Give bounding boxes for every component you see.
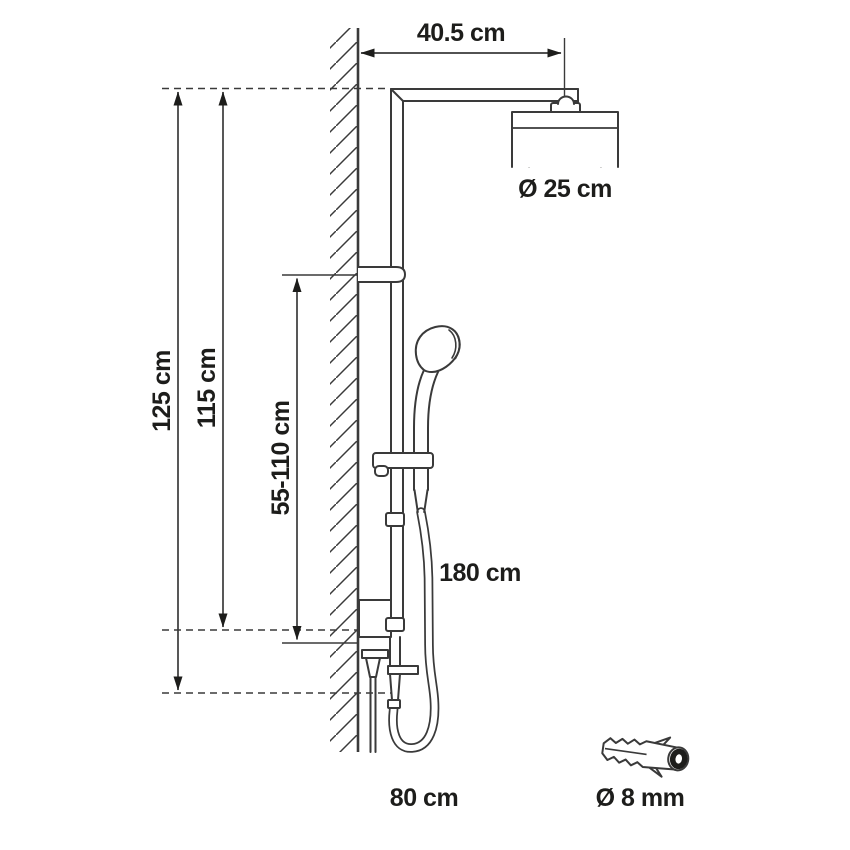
hose-nut bbox=[388, 700, 400, 708]
rail-collar bbox=[386, 513, 404, 526]
label-handshower-range: 55-110 cm bbox=[267, 400, 295, 516]
label-height-total: 125 cm bbox=[148, 350, 176, 432]
hose-cone-right bbox=[398, 674, 400, 700]
overhead-head-body bbox=[512, 112, 618, 167]
label-arm-projection: 40.5 cm bbox=[416, 19, 506, 47]
handle-cone-left bbox=[415, 490, 418, 512]
spout-funnel bbox=[366, 658, 380, 677]
label-height-rail: 115 cm bbox=[193, 347, 221, 429]
hose-cone-left bbox=[390, 674, 392, 700]
label-hose-length: 180 cm bbox=[439, 559, 521, 587]
spout-flange bbox=[362, 650, 388, 658]
slider-lock-knob bbox=[375, 466, 388, 476]
overhead-shower bbox=[512, 97, 618, 167]
rail-wall-bracket bbox=[358, 267, 405, 282]
rail-bottom-coupler bbox=[386, 618, 404, 631]
label-plug-diameter: Ø 8 mm bbox=[595, 784, 685, 812]
handshower-handle-right bbox=[428, 372, 438, 490]
label-outlet-height: 80 cm bbox=[389, 784, 459, 812]
ball-joint bbox=[558, 97, 574, 104]
handle-cone-right bbox=[424, 490, 427, 512]
handshower-handle-left bbox=[414, 370, 424, 490]
handshower-head bbox=[416, 326, 460, 372]
hose-outlet-pipe bbox=[388, 637, 418, 674]
hose-holder-bracket bbox=[388, 666, 418, 674]
wall-outlet-spout bbox=[362, 650, 388, 752]
arm-corner-bevel bbox=[391, 89, 403, 101]
label-head-diameter: Ø 25 cm bbox=[518, 175, 612, 203]
wall-plug-drawing bbox=[600, 728, 691, 780]
